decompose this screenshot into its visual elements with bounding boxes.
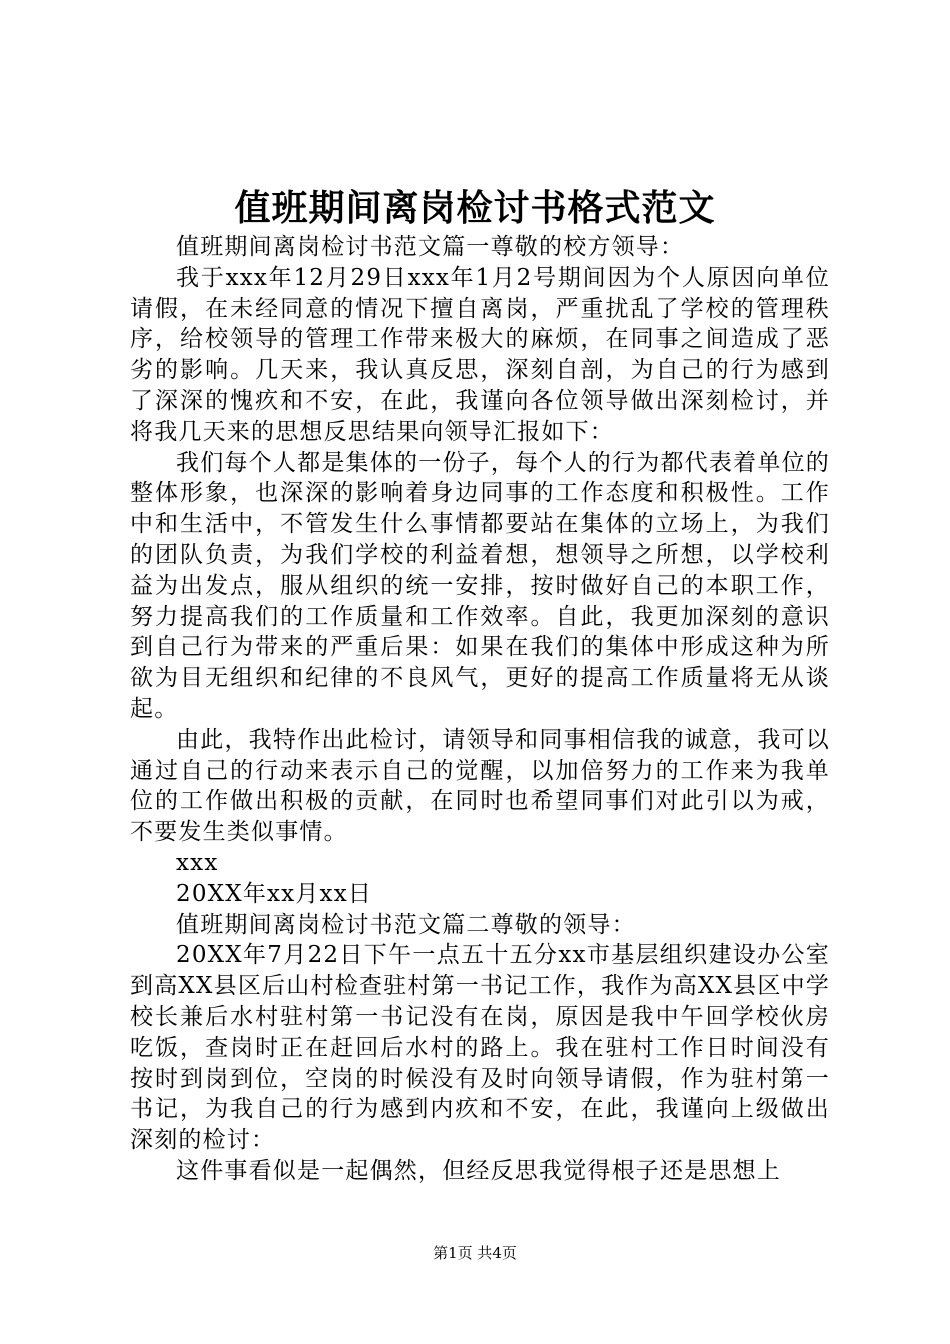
- paragraph-5: 值班期间离岗检讨书范文篇二尊敬的领导：: [176, 911, 636, 938]
- paragraph-1: 值班期间离岗检讨书范文篇一尊敬的校方领导：: [176, 234, 685, 260]
- signature-date: 20XX年xx月xx日: [176, 880, 373, 907]
- paragraph-4: 由此，我特作出此检讨，请领导和同事相信我的诚意，我可以通过自己的行动来表示自己的觉醒，以加倍努力的工作来为我单位的工作做出积极的贡献，在同时也希望同事们对此引以为戒，不要发生类似事情。: [130, 726, 830, 846]
- page-footer: 第1页 共4页: [433, 1244, 517, 1262]
- document-body: [130, 232, 830, 1187]
- paragraph-3: 我们每个人都是集体的一份子，每个人的行为都代表着单位的整体形象，也深深的影响着身边同事的工作态度和积极性。工作中和生活中，不管发生什么事情都要站在集体的立场上，为我们的团队负责，为我们学校的利益着想，想领导之所想，以学校利益为出发点，服从组织的统一安排，按时做好自己的本职工作，努力提高我们的工作质量和工作效率。自此，我更加深刻的意识到自己行为带来的严重后果：如果在我们的集体中形成这种为所欲为目无组织和纪律的不良风气，更好的提高工作质量将无从谈起。: [130, 449, 830, 722]
- signature-name: xxx: [176, 849, 219, 876]
- paragraph-7: 这件事看似是一起偶然，但经反思我觉得根子还是思想上: [176, 1157, 781, 1184]
- paragraph-2: 我于xxx年12月29日xxx年1月2号期间因为个人原因向单位请假，在未经同意的情况下擅自离岗，严重扰乱了学校的管理秩序，给校领导的管理工作带来极大的麻烦，在同事之间造成了恶劣的影响。几天来，我认真反思，深刻自剖，为自己的行为感到了深深的愧疚和不安，在此，我谨向各位领导做出深刻检讨，并将我几天来的思想反思结果向领导汇报如下：: [130, 264, 830, 445]
- paragraph-6: 20XX年7月22日下午一点五十五分xx市基层组织建设办公室到高XX县区后山村检查驻村第一书记工作，我作为高XX县区中学校长兼后水村驻村第一书记没有在岗，原因是我中午回学校伙房吃饭，查岗时正在赶回后水村的路上。我在驻村工作日时间没有按时到岗到位，空岗的时候没有及时向领导请假，作为驻村第一书记，为我自己的行为感到内疚和不安，在此，我谨向上级做出深刻的检讨：: [130, 942, 830, 1154]
- document-title: 值班期间离岗检讨书格式范文: [234, 187, 716, 229]
